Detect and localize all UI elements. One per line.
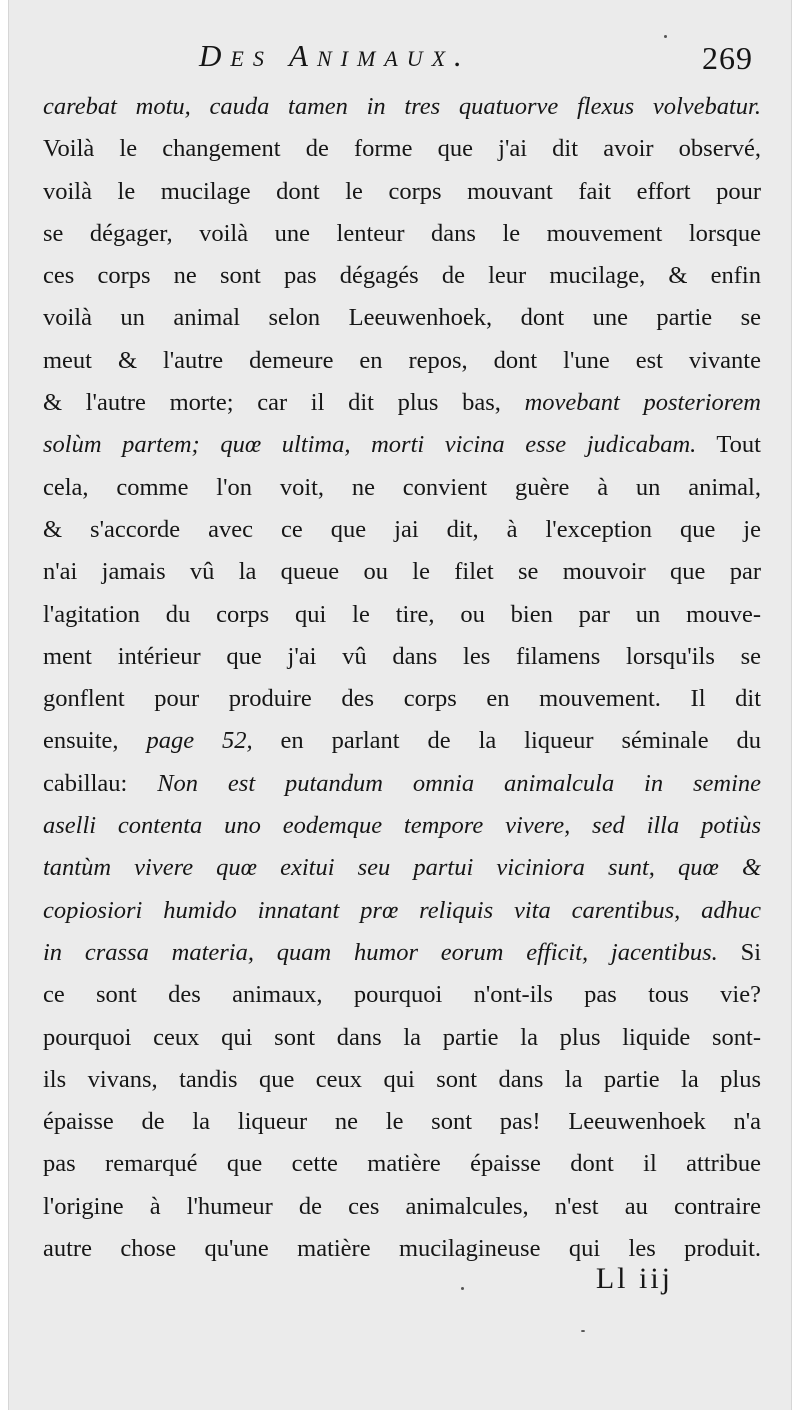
text-line	[43, 1186, 761, 1228]
italic-text: aselli contenta uno eodemque tempore vivere, sed illa potiùs	[43, 812, 761, 840]
roman-text: Si	[717, 938, 762, 966]
text-line	[43, 763, 761, 805]
roman-text: pas remarqué que cette matière épaisse dont il attribue	[43, 1150, 761, 1178]
roman-text: se dégager, voilà une lenteur dans le mouvement lorsque	[43, 219, 761, 247]
roman-text: cela, comme l'on voit, ne convient guère à un animal,	[43, 473, 761, 501]
roman-text: autre chose qu'une matière mucilagineuse qui les produit.	[43, 1235, 761, 1263]
text-line	[43, 297, 761, 339]
roman-text: n'ai jamais vû la queue ou le filet se mouvoir que par	[43, 558, 761, 586]
roman-text: Tout	[696, 431, 761, 459]
text-line	[43, 932, 761, 974]
running-head: Des Animaux.	[199, 38, 471, 73]
text-line	[43, 86, 761, 128]
roman-text: ensuite,	[43, 727, 147, 755]
roman-text: voilà un animal selon Leeuwenhoek, dont une partie se	[43, 304, 761, 332]
signature-mark: Ll iij	[595, 1262, 673, 1295]
roman-text: ce sont des animaux, pourquoi n'ont-ils pas tous vie?	[43, 981, 761, 1009]
roman-text: ment intérieur que j'ai vû dans les filamens lorsqu'ils se	[43, 642, 761, 670]
text-line	[43, 678, 761, 720]
roman-text: ces corps ne sont pas dégagés de leur mucilage, & enfin	[43, 262, 761, 290]
text-line	[43, 213, 761, 255]
italic-text: movebant posteriorem	[524, 389, 761, 417]
text-line	[43, 890, 761, 932]
roman-text: pourquoi ceux qui sont dans la partie la plus liquide sont-	[43, 1023, 761, 1051]
body-text	[43, 86, 761, 1270]
ink-speck	[581, 1330, 585, 1332]
italic-text: Non est putandum omnia animalcula in semine	[157, 769, 761, 797]
text-line	[43, 594, 761, 636]
text-line	[43, 847, 761, 889]
italic-text: tantùm vivere quœ exitui seu partui viciniora sunt, quœ &	[43, 854, 761, 882]
roman-text: voilà le mucilage dont le corps mouvant fait effort pour	[43, 177, 761, 205]
roman-text: l'agitation du corps qui le tire, ou bien par un mouve-	[43, 600, 761, 628]
ink-speck	[664, 35, 667, 38]
page-number: 269	[702, 40, 753, 76]
text-line	[43, 255, 761, 297]
italic-text: in crassa materia, quam humor eorum efficit, jacentibus.	[43, 938, 718, 966]
italic-text: copiosiori humido innatant prœ reliquis vita carentibus, adhuc	[43, 896, 761, 924]
text-line	[43, 551, 761, 593]
book-page	[8, 0, 792, 1410]
text-line	[43, 128, 761, 170]
text-line	[43, 382, 761, 424]
roman-text: épaisse de la liqueur ne le sont pas! Leeuwenhoek n'a	[43, 1108, 761, 1136]
roman-text: cabillau:	[43, 769, 158, 797]
text-line	[43, 1017, 761, 1059]
roman-text: & s'accorde avec ce que jai dit, à l'exception que je	[43, 515, 761, 543]
text-line	[43, 1059, 761, 1101]
text-line	[43, 720, 761, 762]
text-line	[43, 340, 761, 382]
page-header	[9, 38, 793, 88]
text-line	[43, 805, 761, 847]
text-line	[43, 1101, 761, 1143]
roman-text: ils vivans, tandis que ceux qui sont dans la partie la plus	[43, 1065, 761, 1093]
roman-text: gonflent pour produire des corps en mouvement. Il dit	[43, 685, 761, 713]
text-line	[43, 171, 761, 213]
ink-speck	[461, 1287, 464, 1290]
roman-text: l'origine à l'humeur de ces animalcules, n'est au contraire	[43, 1192, 761, 1220]
roman-text: Voilà le changement de forme que j'ai dit avoir observé,	[43, 135, 761, 163]
text-line	[43, 424, 761, 466]
italic-text: carebat motu, cauda tamen in tres quatuorve flexus volvebatur.	[43, 93, 761, 120]
italic-text: solùm partem; quœ ultima, morti vicina esse judicabam.	[43, 431, 697, 459]
text-line	[43, 1143, 761, 1185]
text-line	[43, 974, 761, 1016]
text-line	[43, 509, 761, 551]
roman-text: & l'autre morte; car il dit plus bas,	[43, 389, 525, 417]
text-line	[43, 636, 761, 678]
text-line	[43, 467, 761, 509]
italic-text: page 52,	[146, 727, 253, 755]
roman-text: meut & l'autre demeure en repos, dont l'une est vivante	[43, 346, 761, 374]
roman-text: en parlant de la liqueur séminale du	[252, 727, 761, 755]
